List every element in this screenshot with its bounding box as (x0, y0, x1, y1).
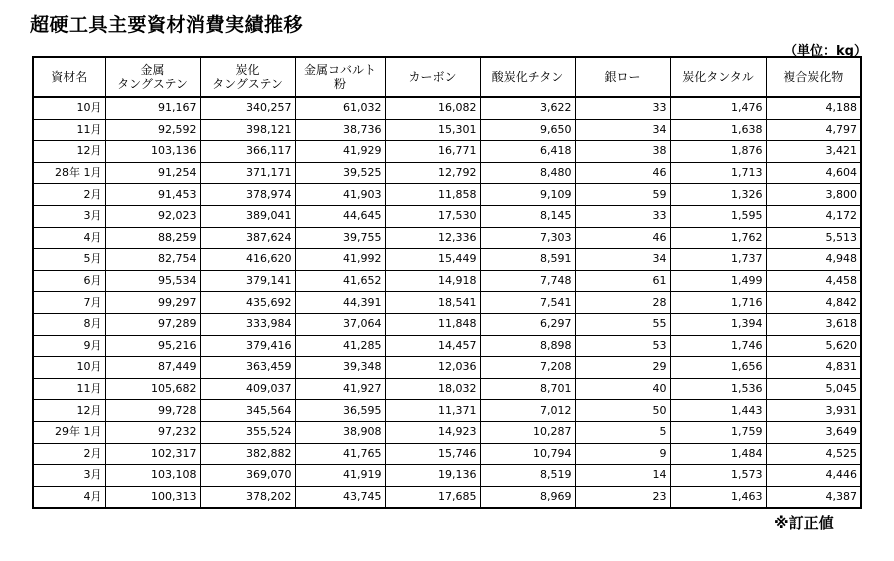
table-cell: 16,082 (385, 97, 480, 119)
table-cell: 91,167 (105, 97, 200, 119)
table-cell: 14,918 (385, 270, 480, 292)
table-cell: 34 (575, 249, 670, 271)
table-row (33, 465, 861, 487)
table-cell: 10,287 (480, 421, 575, 443)
table-cell: 12,792 (385, 162, 480, 184)
row-period: 8月 (33, 313, 105, 335)
table-cell: 61 (575, 270, 670, 292)
table-cell: 379,141 (200, 270, 295, 292)
table-cell: 1,595 (670, 205, 766, 227)
table-cell: 3,931 (766, 400, 861, 422)
header-complex-carbide: 複合炭化物 (766, 57, 861, 97)
table-cell: 99,297 (105, 292, 200, 314)
table-cell: 16,771 (385, 141, 480, 163)
table-cell: 38 (575, 141, 670, 163)
table-cell: 41,992 (295, 249, 385, 271)
table-cell: 43,745 (295, 486, 385, 508)
table-cell: 378,974 (200, 184, 295, 206)
table-cell: 1,394 (670, 313, 766, 335)
table-row (33, 184, 861, 206)
table-cell: 1,443 (670, 400, 766, 422)
table-cell: 37,064 (295, 313, 385, 335)
table-cell: 7,303 (480, 227, 575, 249)
table-cell: 371,171 (200, 162, 295, 184)
table-cell: 1,499 (670, 270, 766, 292)
table-cell: 103,136 (105, 141, 200, 163)
table-cell: 435,692 (200, 292, 295, 314)
table-cell: 6,297 (480, 313, 575, 335)
table-row (33, 421, 861, 443)
table-cell: 14,923 (385, 421, 480, 443)
table-cell: 7,208 (480, 357, 575, 379)
table-row (33, 141, 861, 163)
table-cell: 100,313 (105, 486, 200, 508)
table-cell: 4,797 (766, 119, 861, 141)
table-cell: 38,908 (295, 421, 385, 443)
table-cell: 39,525 (295, 162, 385, 184)
table-cell: 102,317 (105, 443, 200, 465)
table-cell: 38,736 (295, 119, 385, 141)
table-cell: 379,416 (200, 335, 295, 357)
table-cell: 103,108 (105, 465, 200, 487)
table-cell: 1,656 (670, 357, 766, 379)
table-cell: 87,449 (105, 357, 200, 379)
table-cell: 19,136 (385, 465, 480, 487)
table-cell: 88,259 (105, 227, 200, 249)
table-cell: 59 (575, 184, 670, 206)
table-cell: 1,326 (670, 184, 766, 206)
table-cell: 17,530 (385, 205, 480, 227)
table-cell: 61,032 (295, 97, 385, 119)
table-cell: 97,289 (105, 313, 200, 335)
table-cell: 1,484 (670, 443, 766, 465)
header-carbon: カーボン (385, 57, 480, 97)
table-cell: 387,624 (200, 227, 295, 249)
table-cell: 46 (575, 227, 670, 249)
row-period: 11月 (33, 378, 105, 400)
table-cell: 34 (575, 119, 670, 141)
table-cell: 3,618 (766, 313, 861, 335)
table-cell: 9,650 (480, 119, 575, 141)
row-period: 9月 (33, 335, 105, 357)
row-period: 12月 (33, 400, 105, 422)
table-cell: 4,948 (766, 249, 861, 271)
row-period: 5月 (33, 249, 105, 271)
header-metal-tungsten: 金属 タングステン (105, 57, 200, 97)
table-cell: 8,701 (480, 378, 575, 400)
table-cell: 389,041 (200, 205, 295, 227)
row-period: 2月 (33, 443, 105, 465)
table-cell: 33 (575, 205, 670, 227)
table-cell: 3,622 (480, 97, 575, 119)
table-cell: 50 (575, 400, 670, 422)
row-period: 28年 1月 (33, 162, 105, 184)
table-cell: 41,929 (295, 141, 385, 163)
table-cell: 39,348 (295, 357, 385, 379)
row-period: 10月 (33, 97, 105, 119)
table-cell: 92,592 (105, 119, 200, 141)
header-row (33, 57, 861, 97)
table-cell: 1,536 (670, 378, 766, 400)
table-cell: 345,564 (200, 400, 295, 422)
table-cell: 1,876 (670, 141, 766, 163)
header-tantalum-carbide: 炭化タンタル (670, 57, 766, 97)
table-row (33, 313, 861, 335)
row-period: 29年 1月 (33, 421, 105, 443)
table-cell: 1,716 (670, 292, 766, 314)
table-cell: 12,336 (385, 227, 480, 249)
table-cell: 14,457 (385, 335, 480, 357)
table-cell: 18,032 (385, 378, 480, 400)
row-period: 2月 (33, 184, 105, 206)
table-cell: 5 (575, 421, 670, 443)
table-cell: 29 (575, 357, 670, 379)
table-row (33, 400, 861, 422)
table-cell: 41,285 (295, 335, 385, 357)
table-cell: 1,762 (670, 227, 766, 249)
table-cell: 44,645 (295, 205, 385, 227)
header-titanium-carbonitride: 酸炭化チタン (480, 57, 575, 97)
table-cell: 91,453 (105, 184, 200, 206)
table-row (33, 443, 861, 465)
table-row (33, 162, 861, 184)
table-cell: 105,682 (105, 378, 200, 400)
table-row (33, 97, 861, 119)
table-cell: 3,800 (766, 184, 861, 206)
table-cell: 82,754 (105, 249, 200, 271)
row-period: 3月 (33, 465, 105, 487)
table-row (33, 335, 861, 357)
table-cell: 8,480 (480, 162, 575, 184)
table-cell: 8,145 (480, 205, 575, 227)
row-period: 6月 (33, 270, 105, 292)
table-cell: 17,685 (385, 486, 480, 508)
table-cell: 40 (575, 378, 670, 400)
table-cell: 416,620 (200, 249, 295, 271)
table-cell: 1,476 (670, 97, 766, 119)
table-cell: 1,573 (670, 465, 766, 487)
table-row (33, 249, 861, 271)
header-silver-solder: 銀ロー (575, 57, 670, 97)
table-cell: 15,449 (385, 249, 480, 271)
table-cell: 369,070 (200, 465, 295, 487)
row-period: 3月 (33, 205, 105, 227)
table-cell: 18,541 (385, 292, 480, 314)
table-cell: 7,541 (480, 292, 575, 314)
table-cell: 1,759 (670, 421, 766, 443)
table-cell: 8,969 (480, 486, 575, 508)
table-cell: 4,172 (766, 205, 861, 227)
page-title: 超硬工具主要資材消費実績推移 (30, 14, 304, 36)
table-cell: 28 (575, 292, 670, 314)
table-cell: 92,023 (105, 205, 200, 227)
table-cell: 4,458 (766, 270, 861, 292)
table-cell: 409,037 (200, 378, 295, 400)
table-cell: 41,765 (295, 443, 385, 465)
table-cell: 1,746 (670, 335, 766, 357)
table-cell: 36,595 (295, 400, 385, 422)
table-cell: 5,620 (766, 335, 861, 357)
table-cell: 91,254 (105, 162, 200, 184)
table-cell: 41,927 (295, 378, 385, 400)
table-row (33, 486, 861, 508)
table-cell: 4,604 (766, 162, 861, 184)
table-cell: 8,898 (480, 335, 575, 357)
table-cell: 7,748 (480, 270, 575, 292)
table-cell: 4,188 (766, 97, 861, 119)
table-cell: 4,525 (766, 443, 861, 465)
table-cell: 55 (575, 313, 670, 335)
table-cell: 1,638 (670, 119, 766, 141)
table-cell: 398,121 (200, 119, 295, 141)
table-cell: 95,534 (105, 270, 200, 292)
table-cell: 46 (575, 162, 670, 184)
table-cell: 44,391 (295, 292, 385, 314)
table-cell: 33 (575, 97, 670, 119)
table-row (33, 357, 861, 379)
row-period: 4月 (33, 486, 105, 508)
materials-consumption-table (32, 56, 862, 509)
row-period: 11月 (33, 119, 105, 141)
table-cell: 39,755 (295, 227, 385, 249)
table-cell: 15,301 (385, 119, 480, 141)
table-row (33, 227, 861, 249)
header-cobalt-powder: 金属コバルト 粉 (295, 57, 385, 97)
header-material-name: 資材名 (33, 57, 105, 97)
table-cell: 41,919 (295, 465, 385, 487)
table-cell: 8,519 (480, 465, 575, 487)
row-period: 12月 (33, 141, 105, 163)
table-cell: 11,858 (385, 184, 480, 206)
table-row (33, 119, 861, 141)
table-cell: 340,257 (200, 97, 295, 119)
table-cell: 15,746 (385, 443, 480, 465)
header-tungsten-carbide: 炭化 タングステン (200, 57, 295, 97)
table-cell: 23 (575, 486, 670, 508)
table-cell: 99,728 (105, 400, 200, 422)
table-cell: 378,202 (200, 486, 295, 508)
table-cell: 363,459 (200, 357, 295, 379)
table-cell: 41,903 (295, 184, 385, 206)
table-cell: 8,591 (480, 249, 575, 271)
row-period: 7月 (33, 292, 105, 314)
table-cell: 4,831 (766, 357, 861, 379)
row-period: 10月 (33, 357, 105, 379)
table-cell: 41,652 (295, 270, 385, 292)
unit-label: （単位：kg） (784, 44, 867, 59)
table-row (33, 292, 861, 314)
table-cell: 5,045 (766, 378, 861, 400)
table-cell: 5,513 (766, 227, 861, 249)
table-cell: 1,463 (670, 486, 766, 508)
table-cell: 12,036 (385, 357, 480, 379)
table-cell: 14 (575, 465, 670, 487)
row-period: 4月 (33, 227, 105, 249)
table-cell: 1,713 (670, 162, 766, 184)
table-cell: 53 (575, 335, 670, 357)
table-cell: 95,216 (105, 335, 200, 357)
table-cell: 355,524 (200, 421, 295, 443)
table-cell: 6,418 (480, 141, 575, 163)
table-cell: 333,984 (200, 313, 295, 335)
correction-note: ※訂正値 (774, 514, 834, 532)
table-cell: 11,848 (385, 313, 480, 335)
table-cell: 3,421 (766, 141, 861, 163)
table-cell: 1,737 (670, 249, 766, 271)
table-row (33, 205, 861, 227)
table-cell: 382,882 (200, 443, 295, 465)
table-cell: 7,012 (480, 400, 575, 422)
table-row (33, 270, 861, 292)
table-cell: 4,446 (766, 465, 861, 487)
table-cell: 97,232 (105, 421, 200, 443)
table-cell: 11,371 (385, 400, 480, 422)
table-cell: 10,794 (480, 443, 575, 465)
table-cell: 9,109 (480, 184, 575, 206)
table-cell: 9 (575, 443, 670, 465)
table-cell: 4,387 (766, 486, 861, 508)
table-row (33, 378, 861, 400)
table-cell: 3,649 (766, 421, 861, 443)
table-cell: 366,117 (200, 141, 295, 163)
table-cell: 4,842 (766, 292, 861, 314)
